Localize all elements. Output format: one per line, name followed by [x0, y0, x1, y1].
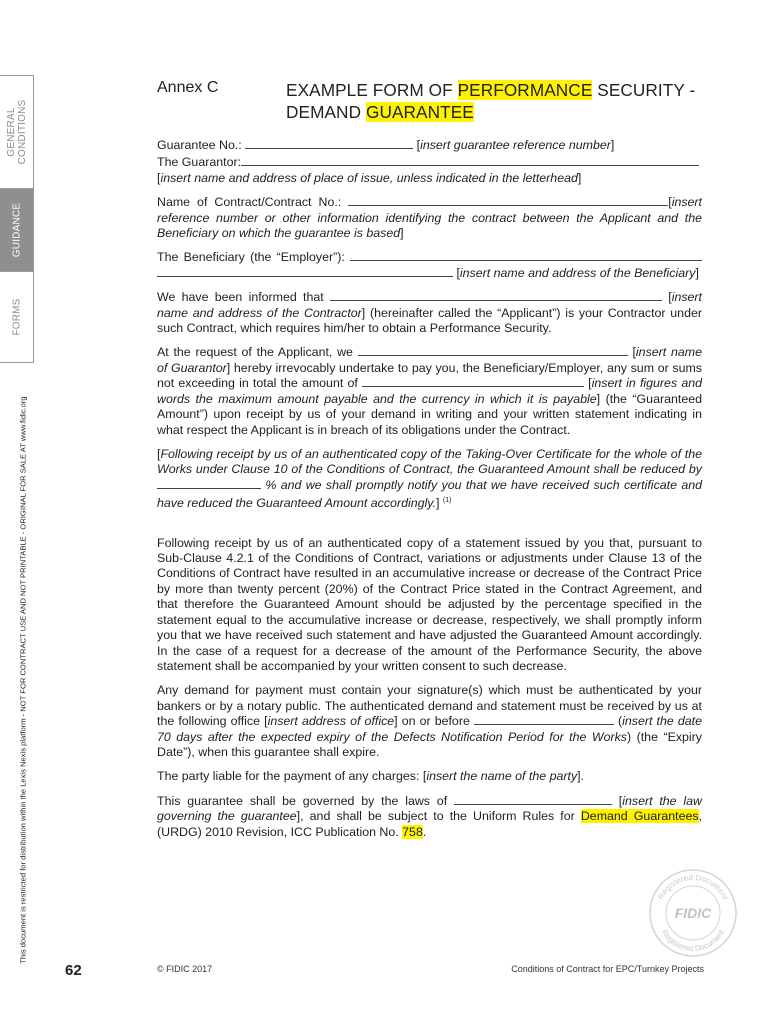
p7-text-d: .	[422, 824, 427, 839]
paragraph-request: At the request of the Applicant, we [insert name of Guarantor] hereby irrevocably undertake to pay you, the Beneficiary/Employer, any sum or sums not exceeding in total the amount of [insert in figures and words the maximum amount payable and the currency in which it is payable] (the “Guaranteed Amount”) upon receipt by us of your demand in writing and your written statement indicating in what respect the Applicant is in breach of its obligations under the Contract.	[157, 345, 702, 437]
stamp-bottom-textpath: Registered Document	[659, 928, 727, 954]
distribution-notice: This document is restricted for distribution within the Lexis Nexis platform - NOT FOR CONTRACT USE AND NOT PRINTABLE - ORIGINAL FOR SALE AT www.fidic.org	[18, 396, 28, 964]
p7-highlight-1: Demand Guarantees	[580, 809, 699, 824]
p2-text-c: (the “Guaranteed Amount”) upon receipt by us of your demand in writing and your written statement indicating in what respect the Applicant is in breach of its obligations under the Contract.	[157, 391, 702, 437]
stamp-center-text: FIDIC	[674, 905, 712, 921]
contract-no-label: Name of Contract/Contract No.:	[157, 195, 349, 210]
paragraph-informed: We have been informed that [insert name and address of the Contractor] (hereinafter called the “Applicant”) is your Contractor under such Contract, which requires him/her to obtain a Performance Security.	[157, 290, 702, 336]
contract-no-blank	[348, 204, 668, 206]
tab-general-conditions[interactable]	[0, 75, 34, 188]
beneficiary-paragraph: The Beneficiary (the “Employer”): [insert name and address of the Beneficiary]	[157, 250, 702, 281]
p5-note-2: insert the date 70 days after the expected expiry of the Defects Notification Period for the Works	[157, 714, 702, 744]
annex-label: Annex C	[157, 79, 219, 96]
footnote-ref: (1)	[442, 497, 452, 505]
copyright-text: © FIDIC 2017	[157, 964, 213, 974]
footer-document-title: Conditions of Contract for EPC/Turnkey Projects	[511, 964, 704, 974]
beneficiary-note: insert name and address of the Beneficiary	[459, 265, 696, 280]
p5-text-a: Any demand for payment must contain your signature(s) which must be authenticated by your bankers or by a notary public. The authenticated demand and statement must be received by us at the following office	[157, 683, 702, 729]
beneficiary-blank-2	[157, 275, 453, 277]
p6-text-a: The party liable for the payment of any charges:	[157, 769, 423, 784]
p5-blank	[474, 723, 614, 725]
title-highlight-1: PERFORMANCE	[457, 80, 593, 100]
p3-blank	[157, 487, 261, 489]
tab-guidance-label: GUIDANCE	[11, 202, 22, 258]
p3-text-b: % and we shall promptly notify you that we have received such certificate and have reduced the Guaranteed Amount accordingly.	[157, 477, 702, 511]
beneficiary-blank-1	[350, 259, 702, 261]
guarantor-note: insert name and address of place of issue, unless indicated in the letterhead	[160, 170, 578, 185]
p5-text-c: (the “Expiry Date”), when this guarantee shall expire.	[157, 729, 702, 759]
paragraph-demand: Any demand for payment must contain your signature(s) which must be authenticated by your bankers or by a notary public. The authenticated demand and statement must be received by us at the following office [insert address of office] on or before (insert the date 70 days after the expected expiry of the Defects Notification Period for the Works) (the “Expiry Date”), when this guarantee shall expire.	[157, 683, 702, 759]
guarantee-no-label: Guarantee No.:	[157, 138, 246, 152]
fidic-registered-stamp	[648, 868, 738, 958]
paragraph-charges: The party liable for the payment of any charges: [insert the name of the party].	[157, 769, 585, 784]
p2-blank-1	[358, 354, 628, 356]
p2-note-2: insert in figures and words the maximum amount payable and the currency in which it is payable	[157, 376, 702, 406]
p1-note: insert name and address of the Contractor	[157, 290, 702, 320]
guarantor-label: The Guarantor:	[157, 155, 242, 170]
p5-note-1: insert address of office	[267, 714, 395, 729]
title-part-1: EXAMPLE FORM OF	[286, 80, 458, 100]
p7-text-c: , (URDG) 2010 Revision, ICC Publication No.	[157, 809, 702, 839]
title-part-2: SECURITY - DEMAND	[286, 80, 696, 122]
stamp-top-textpath: Registered Document	[656, 872, 730, 902]
guarantee-no-blank	[245, 147, 413, 149]
p7-text-b: , and shall be subject to the Uniform Rules for	[300, 809, 581, 824]
beneficiary-label: The Beneficiary (the “Employer”):	[157, 250, 350, 265]
page-title	[286, 79, 716, 123]
p3-text-a: Following receipt by us of an authenticated copy of the Taking-Over Certificate for the whole of the Works under Clause 10 of the Conditions of Contract, the Guaranteed Amount shall be reduced by	[157, 446, 702, 477]
contract-no-note: insert reference number or other information identifying the contract between the Applicant and the Beneficiary on which the guarantee is based	[157, 195, 702, 241]
p1-text-a: We have been informed that	[157, 290, 330, 305]
p7-blank	[454, 803, 612, 805]
p5-text-b: on or before	[397, 714, 474, 729]
p3-italic	[157, 447, 702, 510]
stamp-top-text	[656, 873, 730, 902]
guarantor-line	[157, 155, 702, 170]
guarantee-no-note: insert guarantee reference number	[420, 138, 611, 152]
guarantor-note-line: [insert name and address of place of issue, unless indicated in the letterhead]	[157, 170, 582, 185]
p6-text-b: .	[580, 769, 585, 784]
p2-text-b: hereby irrevocably undertake to pay you, the Beneficiary/Employer, any sum or sums not exceeding in total the amount of	[157, 360, 702, 391]
p7-highlight-2: 758	[402, 824, 423, 839]
paragraph-taking-over: [Following receipt by us of an authenticated copy of the Taking-Over Certificate for the whole of the Works under Clause 10 of the Conditions of Contract, the Guaranteed Amount shall be reduced by % and we shall promptly notify you that we have received such certificate and have reduced the Guaranteed Amount accordingly.] $^{(1)}$	[157, 446, 702, 511]
side-tabs	[0, 75, 34, 363]
tab-forms[interactable]	[0, 271, 34, 363]
guarantor-blank	[241, 164, 699, 166]
p2-blank-2	[362, 385, 584, 387]
page-number: 62	[65, 962, 82, 979]
contract-no-paragraph: Name of Contract/Contract No.: [insert reference number or other information identifying the contract between the Applicant and the Beneficiary on which the guarantee is based]	[157, 195, 702, 241]
paragraph-adjustment: Following receipt by us of an authenticated copy of a statement issued by you that, pursuant to Sub-Clause 4.2.1 of the Conditions of Contract, variations or adjustments under Clause 13 of the Conditions of Contract have resulted in an accumulative increase or decrease of the Contract Price by more than twenty percent (20%) of the Contract Price stated in the Contract Agreement, and that therefore the Guaranteed Amount should be adjusted by the percentage specified in the statement equal to the accumulative increase or decrease, respectively, we shall promptly inform you that we have received such statement and have adjusted the Guaranteed Amount accordingly. In the case of a request for a decrease of the amount of the Performance Security, the above statement shall be accompanied by your written consent to such decrease.	[157, 535, 702, 673]
p1-text-b: (hereinafter called the “Applicant”) is your Contractor under such Contract, which requires him/her to obtain a Performance Security.	[157, 305, 702, 336]
p1-blank	[330, 299, 662, 301]
paragraph-governing-law: This guarantee shall be governed by the laws of [insert the law governing the guarantee], and shall be subject to the Uniform Rules for Demand Guarantees, (URDG) 2010 Revision, ICC Publication No. 758.	[157, 793, 702, 839]
tab-general-conditions-label: GENERAL CONDITIONS	[5, 99, 28, 165]
p7-text-a: This guarantee shall be governed by the laws of	[157, 793, 454, 808]
p2-text-a: At the request of the Applicant, we	[157, 345, 358, 360]
tab-guidance[interactable]	[0, 188, 34, 271]
guarantee-no-line: Guarantee No.: [insert guarantee reference number]	[157, 138, 615, 152]
p7-note: insert the law governing the guarantee	[157, 793, 702, 824]
guarantee-form-body	[157, 138, 702, 840]
title-highlight-2: GUARANTEE	[365, 102, 474, 122]
tab-forms-label: FORMS	[11, 298, 22, 336]
p2-note-1: insert name of Guarantor	[157, 345, 702, 375]
p6-note: insert the name of the party	[426, 769, 578, 784]
